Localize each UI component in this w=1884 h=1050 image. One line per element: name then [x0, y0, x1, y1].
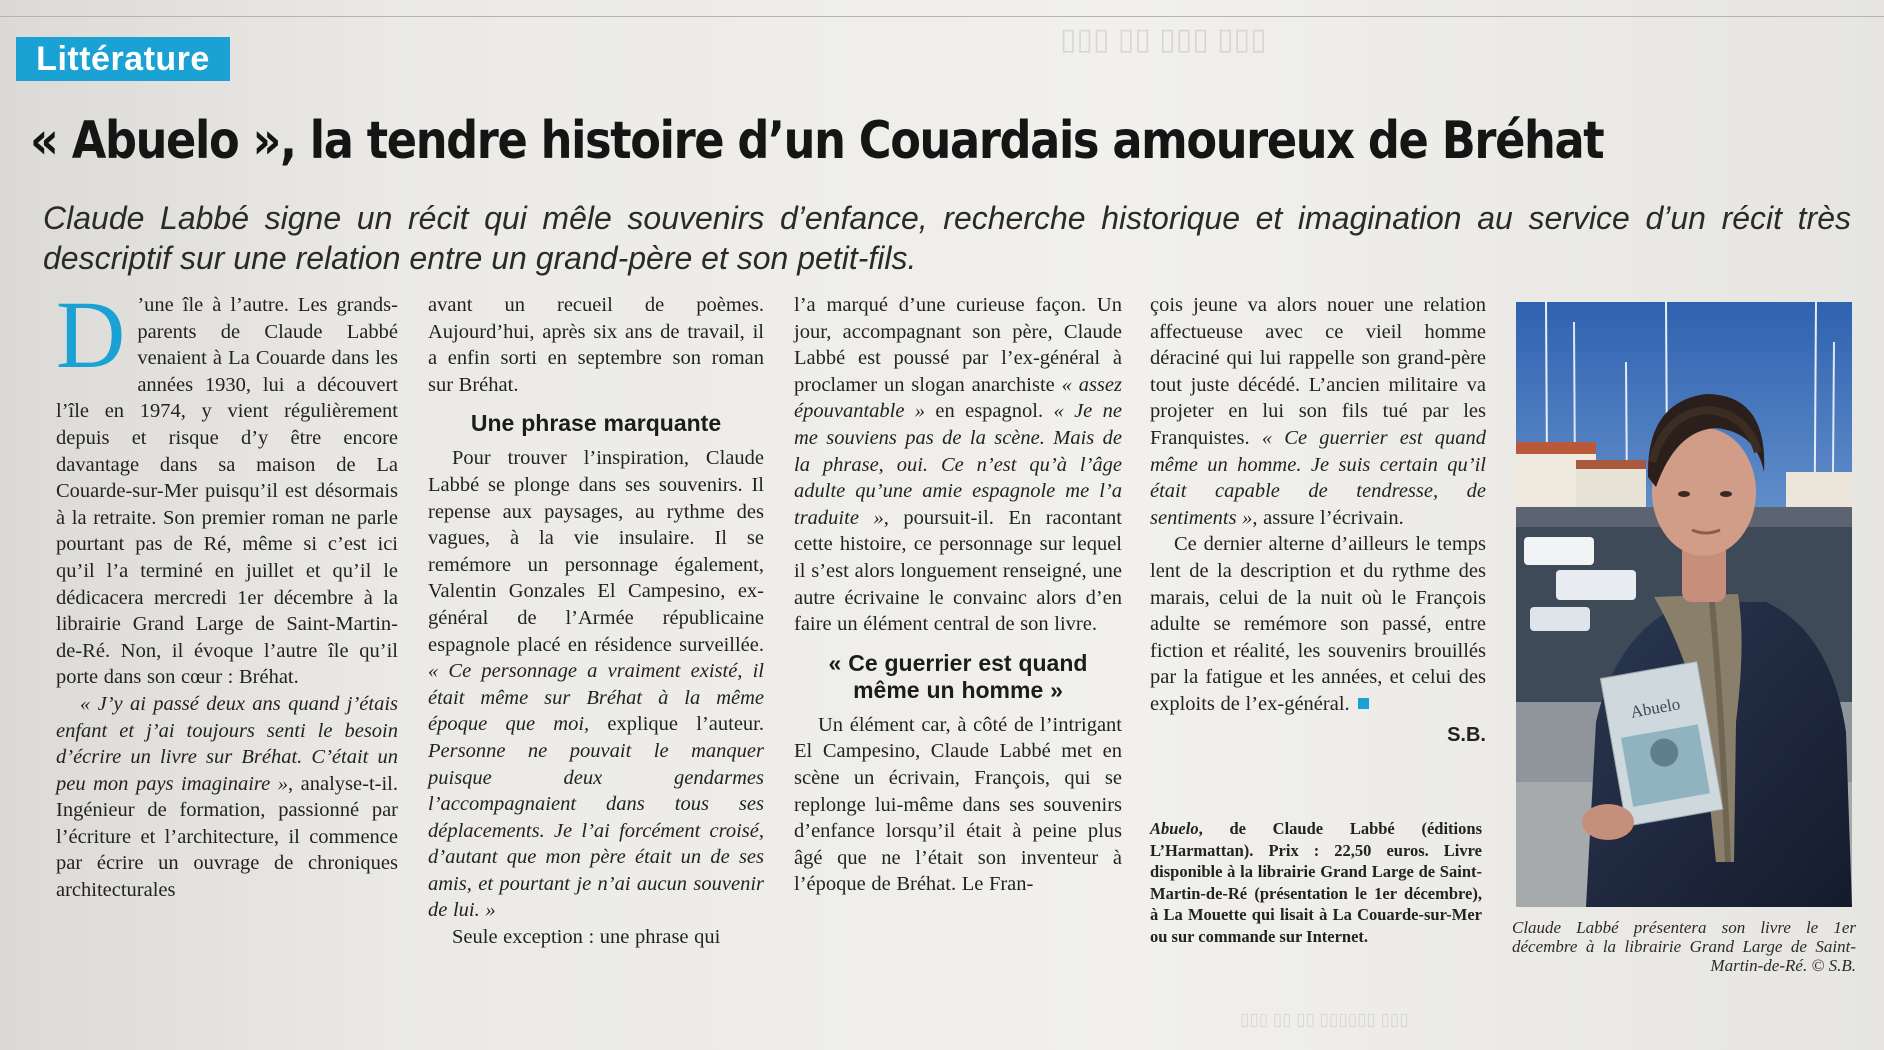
- section-rubric: Littérature: [16, 37, 230, 81]
- paragraph: « J’y ai passé deux ans quand j’étais enfant et j’ai toujours senti le besoin d’écrire un livre sur Bréhat. C’était un peu mon pays imaginaire », analyse-t-il. Ingénieur de formation, passionné par l’écriture et l’architecture, il commence par écrire un ouvrage de chroniques architecturales: [56, 692, 398, 902]
- paragraph: l’a marqué d’une curieuse façon. Un jour, accompagnant son père, Claude Labbé est poussé par l’ex-général à proclamer un slogan anarchiste « assez épouvantable » en espagnol. « Je ne me souviens pas de la scène. Mais de la phrase, oui. Ce n’est qu’à l’âge adulte qu’une amie espagnole me l’a traduite », poursuit-il. En racontant cette histoire, ce personnage sur lequel il s’est alors longuement renseigné, une autre écrivaine le convainc alors d’en faire un élément central de son livre.: [794, 294, 1122, 636]
- quote: « J’y ai passé deux ans quand j’étais enfant et j’ai toujours senti le besoin d’écrire un livre sur Bréhat. C’était un peu mon pays imaginaire »: [56, 692, 398, 795]
- paragraph: çois jeune va alors nouer une relation affectueuse avec ce vieil homme déraciné qui lui rappelle son grand-père tout juste décédé. L’ancien militaire va projeter en lui son fils tué par les Franquistes. « Ce guerrier est quand même un homme. Je suis certain qu’il était capable de tendresse, de sentiments », assure l’écrivain.: [1150, 294, 1486, 529]
- article-column-4: [1150, 292, 1486, 748]
- quote: « assez épouvantable »: [794, 373, 1122, 423]
- paragraph: Seule exception : une phrase qui: [452, 926, 721, 949]
- paragraph: Ce dernier alterne d’ailleurs le temps lent de la description et du rythme des marais, celui de la nuit où le François adulte se remémore son passé, entre fiction et réalité, les souvenirs brouillés par la fatigue et les années, et celui des exploits de l’ex-général.: [1150, 533, 1486, 715]
- paragraph: avant un recueil de poèmes. Aujourd’hui, après six ans de travail, il a enfin sorti en septembre son roman sur Bréhat.: [428, 294, 764, 396]
- subheading: Une phrase marquante: [470, 410, 722, 437]
- headline: « Abuelo », la tendre histoire d’un Couardais amoureux de Bréhat: [30, 111, 1604, 171]
- book-cover-title: Abuelo: [1629, 694, 1682, 722]
- article-column-2: [428, 292, 764, 951]
- bleed-through-text: ▯▯▯ ▯▯ ▯▯▯ ▯▯▯: [1060, 23, 1267, 56]
- quote: « Je ne me souviens pas de la scène. Mais de la phrase, oui. Ce n’est qu’à l’âge adulte qu’une amie espagnole me l’a traduite »: [794, 400, 1122, 529]
- photo-caption: Claude Labbé présentera son livre le 1er décembre à la librairie Grand Large de Saint-Martin-de-Ré. © S.B.: [1512, 918, 1856, 975]
- article-column-1: [56, 281, 398, 904]
- paragraph: Un élément car, à côté de l’intrigant El Campesino, Claude Labbé met en scène un écrivain, François, qui se replonge lui-même dans ses souvenirs d’enfance lorsqu’il était à peine plus âgé que ne l’était son inventeur à l’époque de Bréhat. Le Fran-: [794, 713, 1122, 896]
- paragraph: D ’une île à l’autre. Les grands-parents de Claude Labbé venaient à La Couarde dans les années 1930, lui a découvert l’île en 1974, y vient régulièrement depuis et risque d’y être encore davantage dans sa maison de La Couarde-sur-Mer puisqu’il est désormais à la retraite. Son premier roman ne parle pourtant pas de Ré, même si c’est ici qu’il l’a terminé en juillet et qu’il le dédicacera mercredi 1er décembre à la librairie Grand Large de Saint-Martin-de-Ré. Non, il évoque l’autre île qu’il porte dans son cœur : Bréhat.: [56, 281, 398, 689]
- quote: « Ce personnage a vraiment existé, il était même sur Bréhat à la même époque que moi,: [428, 660, 764, 736]
- book-info-box: Abuelo, de Claude Labbé (éditions L’Harmattan). Prix : 22,50 euros. Livre disponible à la librairie Grand Large de Saint-Martin-de-Ré (présentation le 1er décembre), à La Mouette qui lisait à La Couarde-sur-Mer ou sur commande sur Internet.: [1150, 819, 1482, 946]
- drop-cap: D: [56, 281, 126, 388]
- subheading: « Ce guerrier est quand même un homme »: [828, 649, 1088, 703]
- paragraph: Pour trouver l’inspiration, Claude Labbé se plonge dans ses souvenirs. Il repense aux paysages, au rythme des vagues, à la vie insulaire. Il se remémore un personnage également, Valentin Gonzales El Campesino, ex-général de l’Armée républicaine espagnole placé en résidence surveillée. « Ce personnage a vraiment existé, il était même sur Bréhat à la même époque que moi, explique l’auteur. Personne ne pouvait le manquer puisque deux gendarmes l’accompagnaient dans tous ses déplacements. Je l’ai forcément croisé, d’autant que mon père était un de ses amis, et pourtant je n’ai aucun souvenir de lui. »: [428, 447, 764, 922]
- article-column-3: [794, 292, 1122, 898]
- top-rule: [0, 16, 1884, 17]
- book-title: Abuelo: [1150, 819, 1199, 838]
- quote: « Ce guerrier est quand même un homme. Je suis certain qu’il était capable de tendresse, de sentiments »: [1150, 426, 1486, 529]
- quote: Personne ne pouvait le manquer puisque deux gendarmes l’accompagnaient dans tous ses déplacements. Je l’ai forcément croisé, d’autant que mon père était un de ses amis, et pourtant je n’ai aucun souvenir de lui. »: [428, 739, 764, 922]
- end-mark-icon: [1358, 698, 1369, 709]
- author-photo-illustration: [1516, 302, 1852, 907]
- author-photo: [1516, 302, 1852, 907]
- author-signature: S.B.: [1447, 723, 1486, 746]
- standfirst: Claude Labbé signe un récit qui mêle souvenirs d’enfance, recherche historique et imagination au service d’un récit très descriptif sur une relation entre un grand-père et son petit-fils.: [43, 200, 1851, 276]
- bleed-through-text: ▯▯▯ ▯▯ ▯▯ ▯▯▯▯▯▯ ▯▯▯: [1240, 1010, 1409, 1029]
